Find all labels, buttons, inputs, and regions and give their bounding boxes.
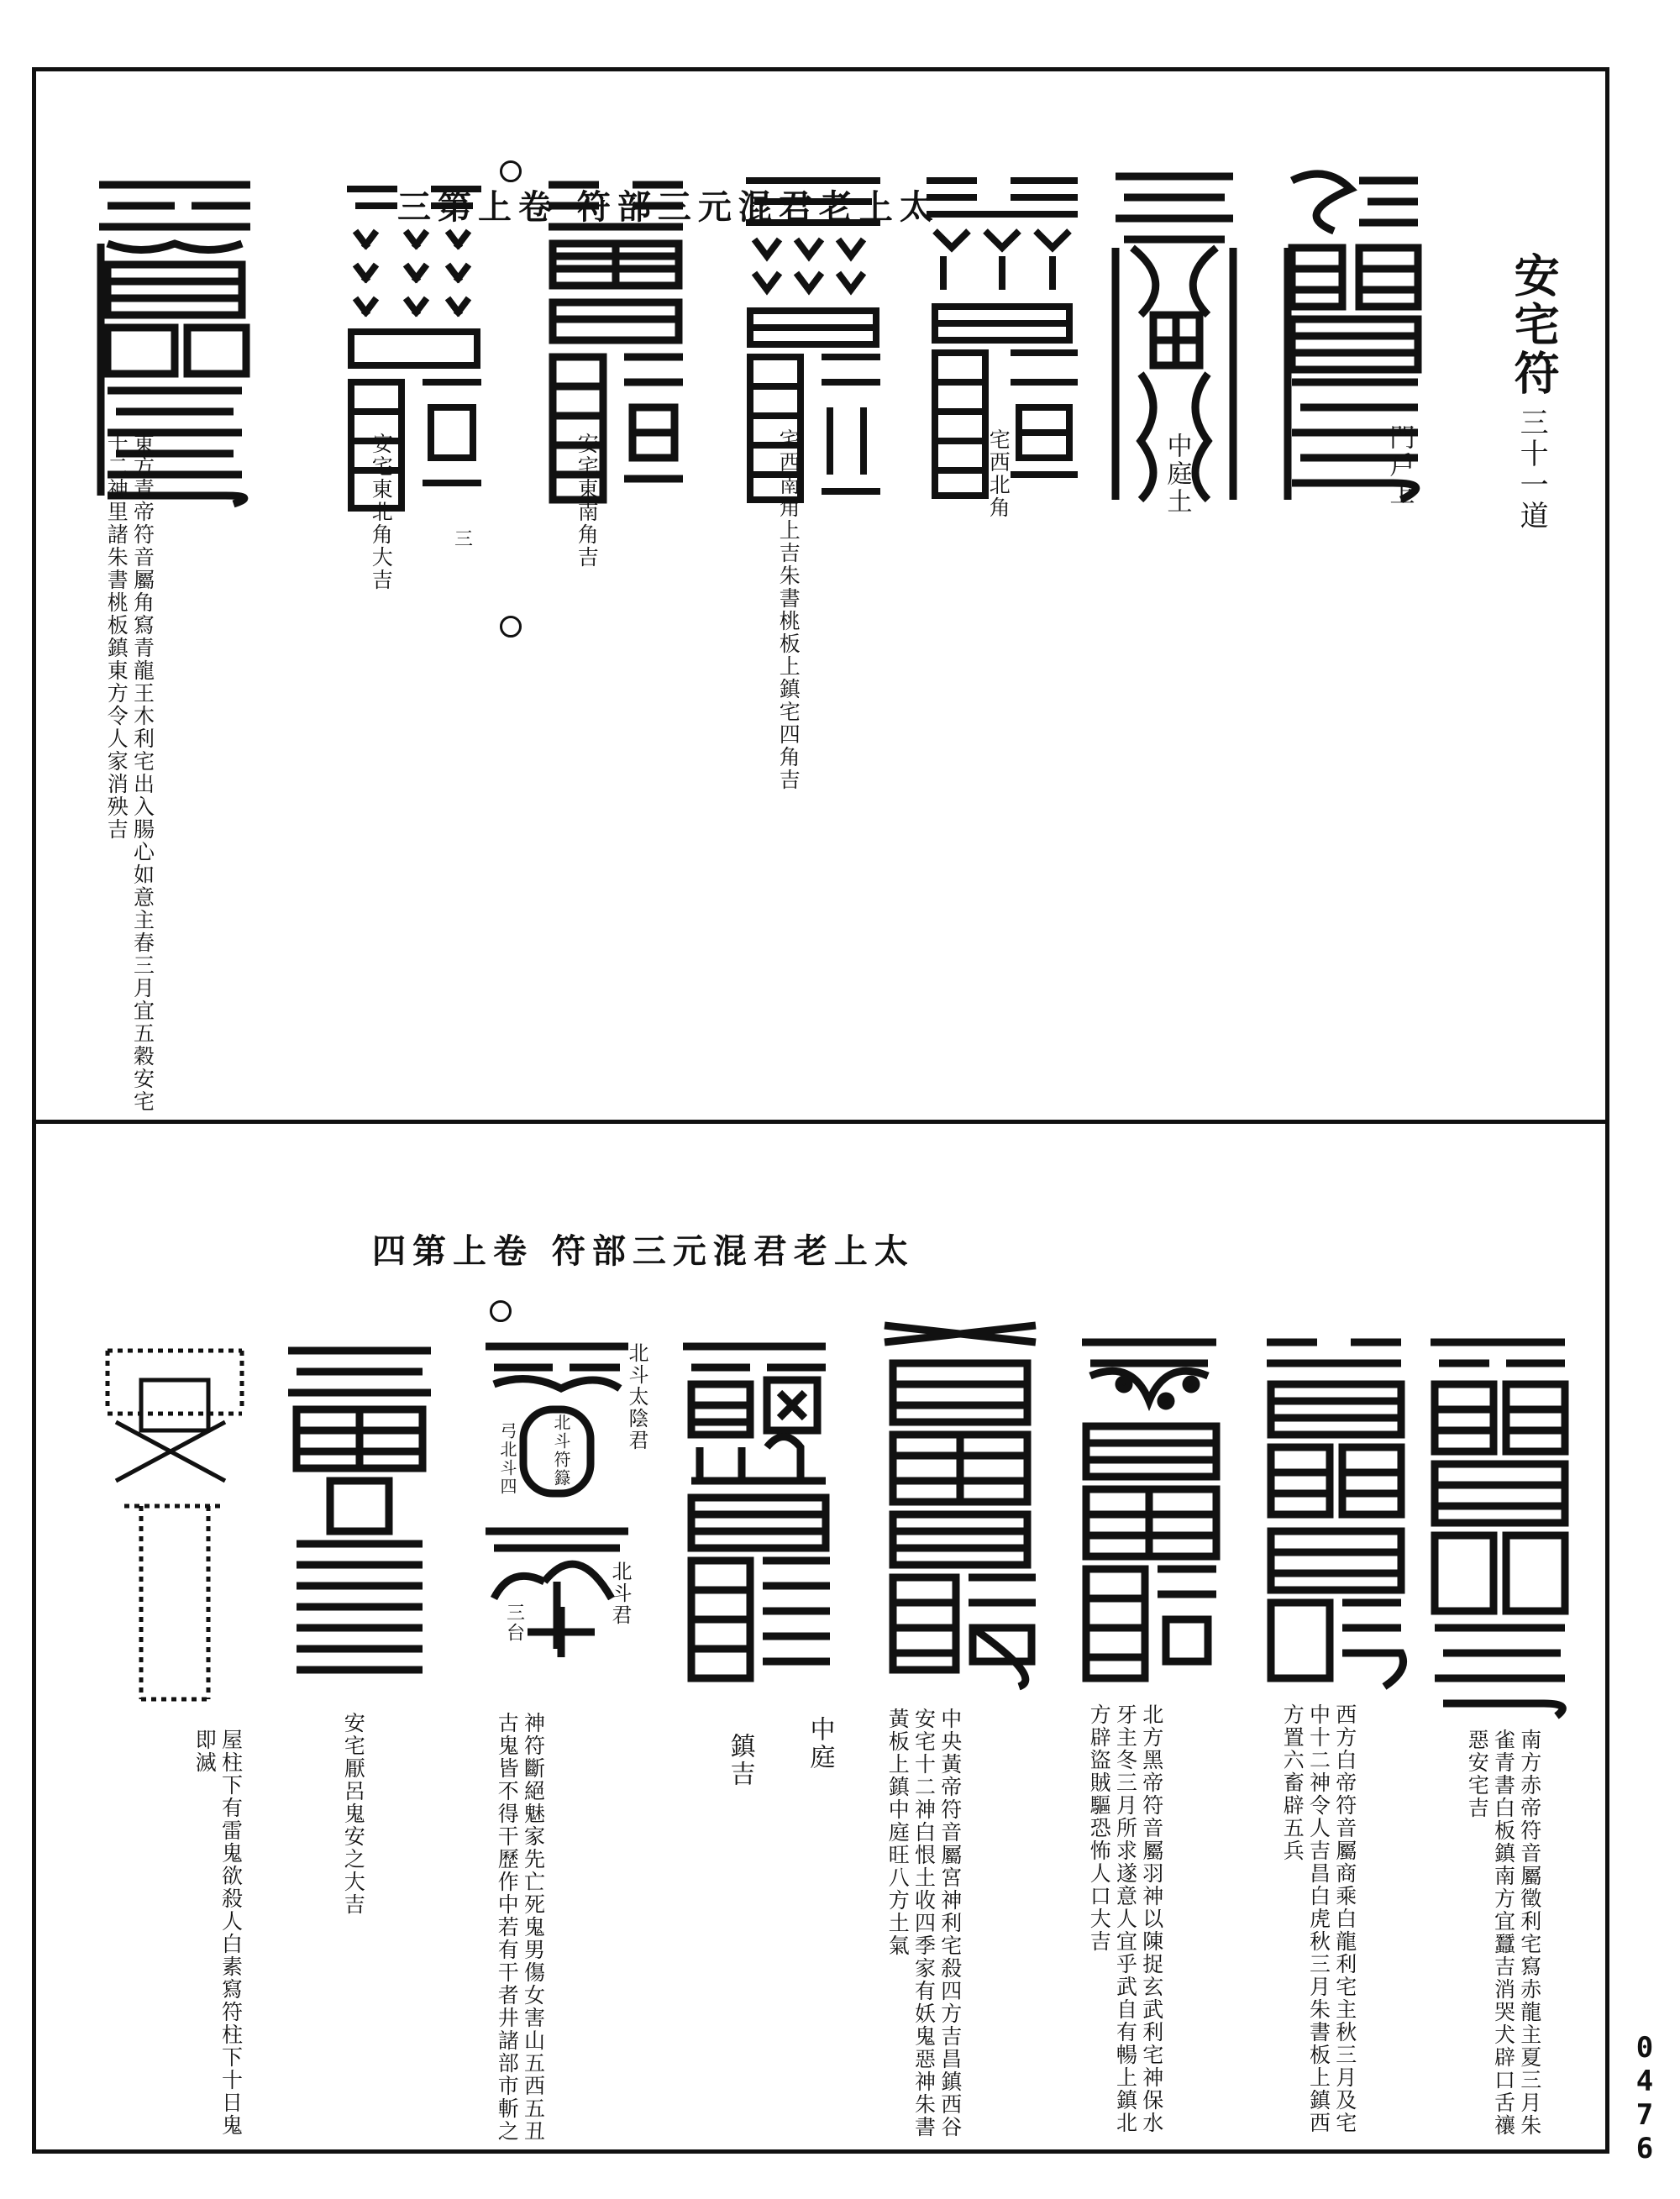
talisman-caption: 中央黃帝符音屬宮神利宅殺四方吉昌鎮西谷安宅十二神白恨土收四季家有妖鬼惡神朱書黃板上鎮中庭旺八方土氣 [885,1708,963,2139]
talisman-caption: 安宅東南角吉 [575,433,600,569]
talisman-caption: 中庭土 [1162,433,1192,516]
binding-hole [500,616,522,638]
talisman-caption: 西方白帝符音屬商乘白龍利宅主秋三月及宅中十二神令人吉昌白虎秋三月朱書板上鎮西方置六畜辟五兵 [1280,1703,1357,2134]
bottom-header: 太上老君混元三部符 卷上第四 [372,1231,915,1271]
talisman-seal [540,168,691,512]
section-title: 安宅符 [1507,252,1562,398]
talisman-seal [1422,1325,1573,1720]
top-header: 太上老君混元三部符 卷上第三 [397,187,940,227]
talisman-seal [1258,1325,1410,1695]
talisman-count: 三十一道 [1515,407,1549,532]
talisman-caption: 北方黑帝符音屬羽神以陳捉玄武利宅神保水牙主冬三月所求遂意人宜乎武自有暢上鎮北方辟盜賊驅恐怖人口大吉 [1087,1703,1164,2134]
bottom-panel [36,1124,1605,2149]
talisman-caption: 神符斷絕魅家先亡死鬼男傷女害山五西五丑古鬼皆不得干歷作中若有干者井諸部市斬之 [495,1712,546,2143]
talisman-caption: 東方青帝符音屬角寫青龍王木利宅出入腸心如意主春三月宜五穀安宅十二神里諸朱書桃板鎮東方令人家消殃吉 [104,433,155,1113]
talisman-seal [477,1330,637,1682]
talisman-seal [675,1330,834,1691]
talisman-caption: 中庭 [805,1716,835,1771]
talisman-seal [339,172,490,512]
talisman-caption: 南方赤帝符音屬徵利宅寫赤龍主夏三月朱雀青書白板鎮南方宜蠶吉消哭犬辟口舌禳惡安宅吉 [1465,1729,1542,2137]
talisman-seal [738,164,889,512]
top-panel [36,71,1605,1120]
talisman-label: 北斗太陰君 [625,1342,648,1451]
talisman-caption: 安宅東北角大吉 [369,433,394,591]
talisman-seal [1074,1325,1225,1695]
talisman-seal [280,1334,439,1687]
talisman-caption: 屋柱下有雷鬼欲殺人白素寫符柱下十日鬼即滅 [192,1729,244,2137]
talisman-caption: 門戶上 [1384,424,1415,507]
talisman-seal [91,1338,250,1708]
page-number: 0476 [1628,2031,1662,2165]
talisman-side-label: 三台 [503,1603,525,1643]
talisman-caption: 安宅厭呂鬼安之大吉 [341,1712,366,1916]
talisman-caption: 宅西南角上吉朱書桃板上鎮宅四角吉 [776,428,801,791]
talisman-caption: 宅西北角 [986,428,1011,519]
binding-hole [490,1300,512,1322]
talisman-inner-label: 北斗符籙 [551,1414,571,1488]
talisman-seal [876,1317,1044,1695]
talisman-label: 北斗君 [608,1561,632,1626]
binding-hole [500,160,522,182]
margin-mark: 三 [454,529,474,550]
talisman-side-label: 弓北斗四 [497,1422,517,1496]
talisman-caption: 鎮吉 [725,1733,755,1788]
